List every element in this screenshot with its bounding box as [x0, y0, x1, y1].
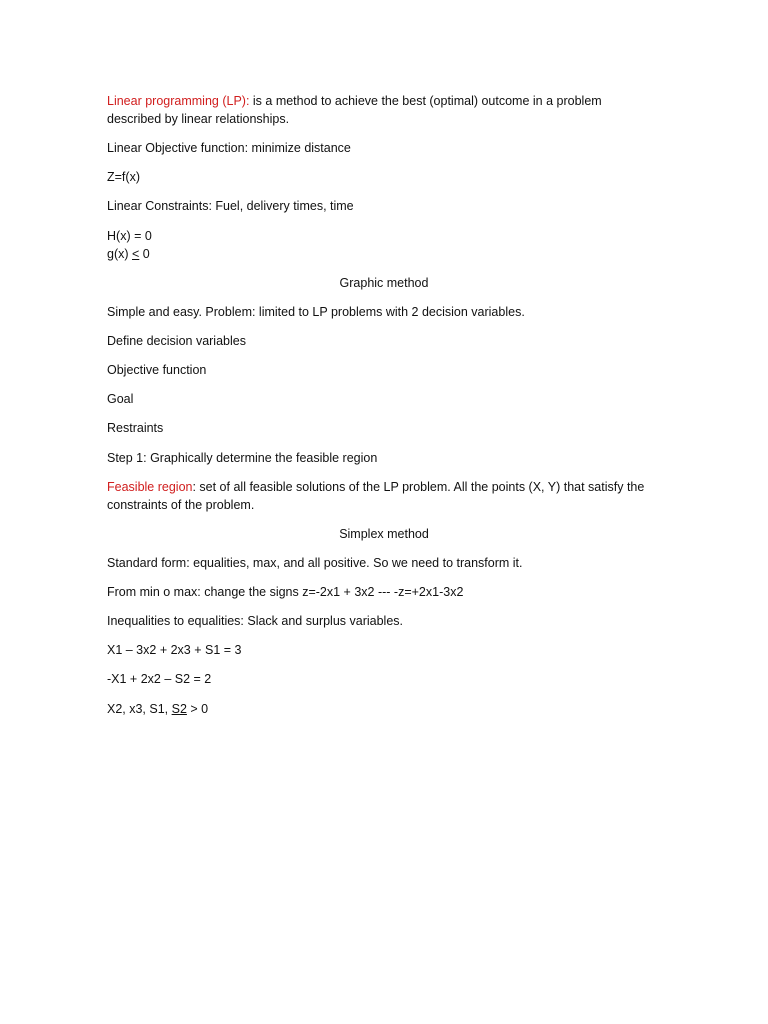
constraints-label: Linear Constraints: [107, 199, 212, 213]
define-variables: Define decision variables [107, 334, 246, 348]
objective-line [107, 139, 351, 157]
feasible-definition-text: : set of all feasible solutions of the LP problem. All the points (X, Y) that satisfy the constraints of the problem. [107, 480, 645, 512]
inequalities-to-equalities: Inequalities to equalities: Slack and surplus variables. [107, 614, 404, 628]
g-symbol: < [132, 247, 140, 261]
g-prefix: g(x) [107, 247, 132, 261]
lp-definition [107, 92, 647, 128]
objective-function: Objective function [107, 363, 207, 377]
feasible-term: Feasible region [107, 480, 193, 494]
constraints-line [107, 197, 354, 215]
restraints: Restraints [107, 421, 164, 435]
nonneg-s2: S2 [171, 702, 187, 716]
lp-definition-text: is a method to achieve the best (optimal) outcome in a problem described by linear relationships. [107, 94, 602, 126]
min-to-max: From min o max: change the signs z=-2x1 + 3x2 --- -z=+2x1-3x2 [107, 585, 464, 599]
nonneg-prefix: X2, x3, S1, [107, 702, 172, 716]
lp-term: Linear programming (LP): [107, 94, 250, 108]
graphic-description: Simple and easy. Problem: limited to LP problems with 2 decision variables. [107, 305, 525, 319]
step-one: Step 1: Graphically determine the feasible region [107, 451, 378, 465]
objective-text: minimize distance [248, 141, 351, 155]
nonnegativity [107, 700, 208, 718]
constraints-text: Fuel, delivery times, time [211, 199, 354, 213]
equation-2: -X1 + 2x2 – S2 = 2 [107, 672, 212, 686]
goal: Goal [107, 392, 134, 406]
nonneg-suffix: > 0 [186, 702, 209, 716]
g-inequality [107, 245, 150, 263]
z-equation: Z=f(x) [107, 170, 140, 184]
graphic-method-heading: Graphic method [339, 276, 429, 290]
equation-1: X1 – 3x2 + 2x3 + S1 = 3 [107, 643, 242, 657]
g-suffix: 0 [139, 247, 150, 261]
objective-label: Linear Objective function: [107, 141, 249, 155]
h-equation: H(x) = 0 [107, 229, 152, 243]
feasible-region-definition [107, 478, 655, 514]
standard-form: Standard form: equalities, max, and all positive. So we need to transform it. [107, 556, 523, 570]
simplex-method-heading: Simplex method [339, 527, 429, 541]
